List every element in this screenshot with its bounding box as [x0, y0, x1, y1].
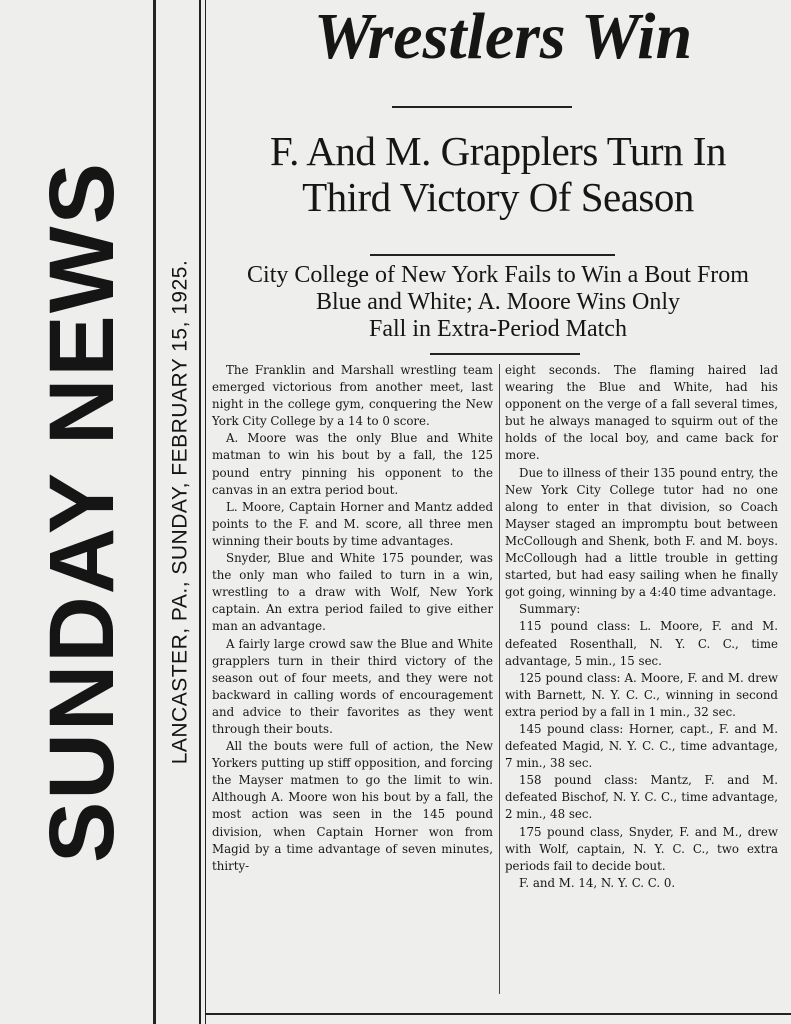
subdeck-divider: [430, 353, 580, 355]
article-paragraph: All the bouts were full of action, the New Yorkers putting up stiff opposition, and forcing the Mayser matmen to go the limit to win. Although A. Moore won his bout by a fall, the most action was seen in the 145 pound division, when Captain Horner won from Magid by a time advantage of seven minutes, thirty-: [212, 739, 493, 873]
summary-item: 158 pound class: Mantz, F. and M. defeated Bischof, N. Y. C. C., time advantage, 2 min., 48 sec.: [505, 773, 778, 822]
article-paragraph: Snyder, Blue and White 175 pounder, was the only man who failed to turn in a win, wrestling to a draw with Wolf, New York captain. An extra period failed to give either man an advantage.: [212, 551, 493, 634]
masthead: SUNDAY NEWS: [31, 161, 133, 863]
column-separator: [499, 364, 500, 994]
article-paragraph: L. Moore, Captain Horner and Mantz added points to the F. and M. score, all three men winning their bouts by time advantages.: [212, 499, 493, 548]
article-column-1: [212, 362, 493, 875]
summary-item: 145 pound class: Horner, capt., F. and M. defeated Magid, N. Y. C. C., time advantage, 7 min., 38 sec.: [505, 721, 778, 771]
article-paragraph: The Franklin and Marshall wrestling team emerged victorious from another meet, last night in the college gym, conquering the New York City College by a 14 to 0 score.: [212, 363, 493, 429]
subdeck: [205, 262, 791, 343]
summary-item: 175 pound class, Snyder, F. and M., drew with Wolf, captain, N. Y. C. C., two extra periods fail to decide bout.: [505, 824, 778, 873]
dateline: LANCASTER, PA., SUNDAY, FEBRUARY 15, 1925.: [168, 259, 192, 765]
masthead-rule: [153, 0, 156, 1024]
summary-heading: Summary:: [519, 602, 581, 617]
subdeck-line-1: City College of New York Fails to Win a Bout From: [247, 262, 749, 288]
headline: Wrestlers Win: [313, 0, 693, 73]
article-paragraph: A fairly large crowd saw the Blue and White grapplers turn in their third victory of the season out of four meets, and they were not backward in calling words of encouragement and advice to their favorites as they went through their bouts.: [212, 636, 493, 736]
deck-line-2: Third Victory Of Season: [302, 174, 694, 221]
deck-line-1: F. And M. Grapplers Turn In: [270, 128, 726, 174]
summary-item: 115 pound class: L. Moore, F. and M. defeated Rosenthall, N. Y. C. C., time advantage, 5 min., 15 sec.: [505, 619, 778, 668]
article-paragraph: A. Moore was the only Blue and White matman to win his bout by a fall, the 125 pound entry pinning his opponent to the canvas in an extra period bout.: [212, 431, 493, 497]
headline-divider: [392, 106, 572, 108]
subdeck-line-2: Blue and White; A. Moore Wins Only: [315, 288, 681, 315]
article-paragraph: eight seconds. The flaming haired lad wearing the Blue and White, had his opponent on the verge of a fall several times, but he always managed to squirm out of the holds of the local boy, and came back for more.: [505, 363, 778, 463]
deck: [205, 128, 791, 221]
deck-divider: [370, 254, 615, 256]
summary-item: 125 pound class: A. Moore, F. and M. drew with Barnett, N. Y. C. C., winning in second extra period by a fall in 1 min., 32 sec.: [505, 670, 778, 719]
dateline-rule: [199, 0, 201, 1024]
subdeck-line-3: Fall in Extra-Period Match: [369, 315, 627, 342]
article-paragraph: Due to illness of their 135 pound entry, the New York City College tutor had no one along to enter in that division, so Coach Mayser staged an impromptu bout between McCollough and Shenk, both F. and M. boys. McCollough had a little trouble in getting started, but had easy sailing when he finally got going, winning by a 4:40 time advantage.: [505, 465, 778, 600]
final-score: F. and M. 14, N. Y. C. C. 0.: [519, 875, 676, 890]
bottom-rule: [205, 1013, 791, 1015]
article-column-2: [505, 362, 778, 892]
